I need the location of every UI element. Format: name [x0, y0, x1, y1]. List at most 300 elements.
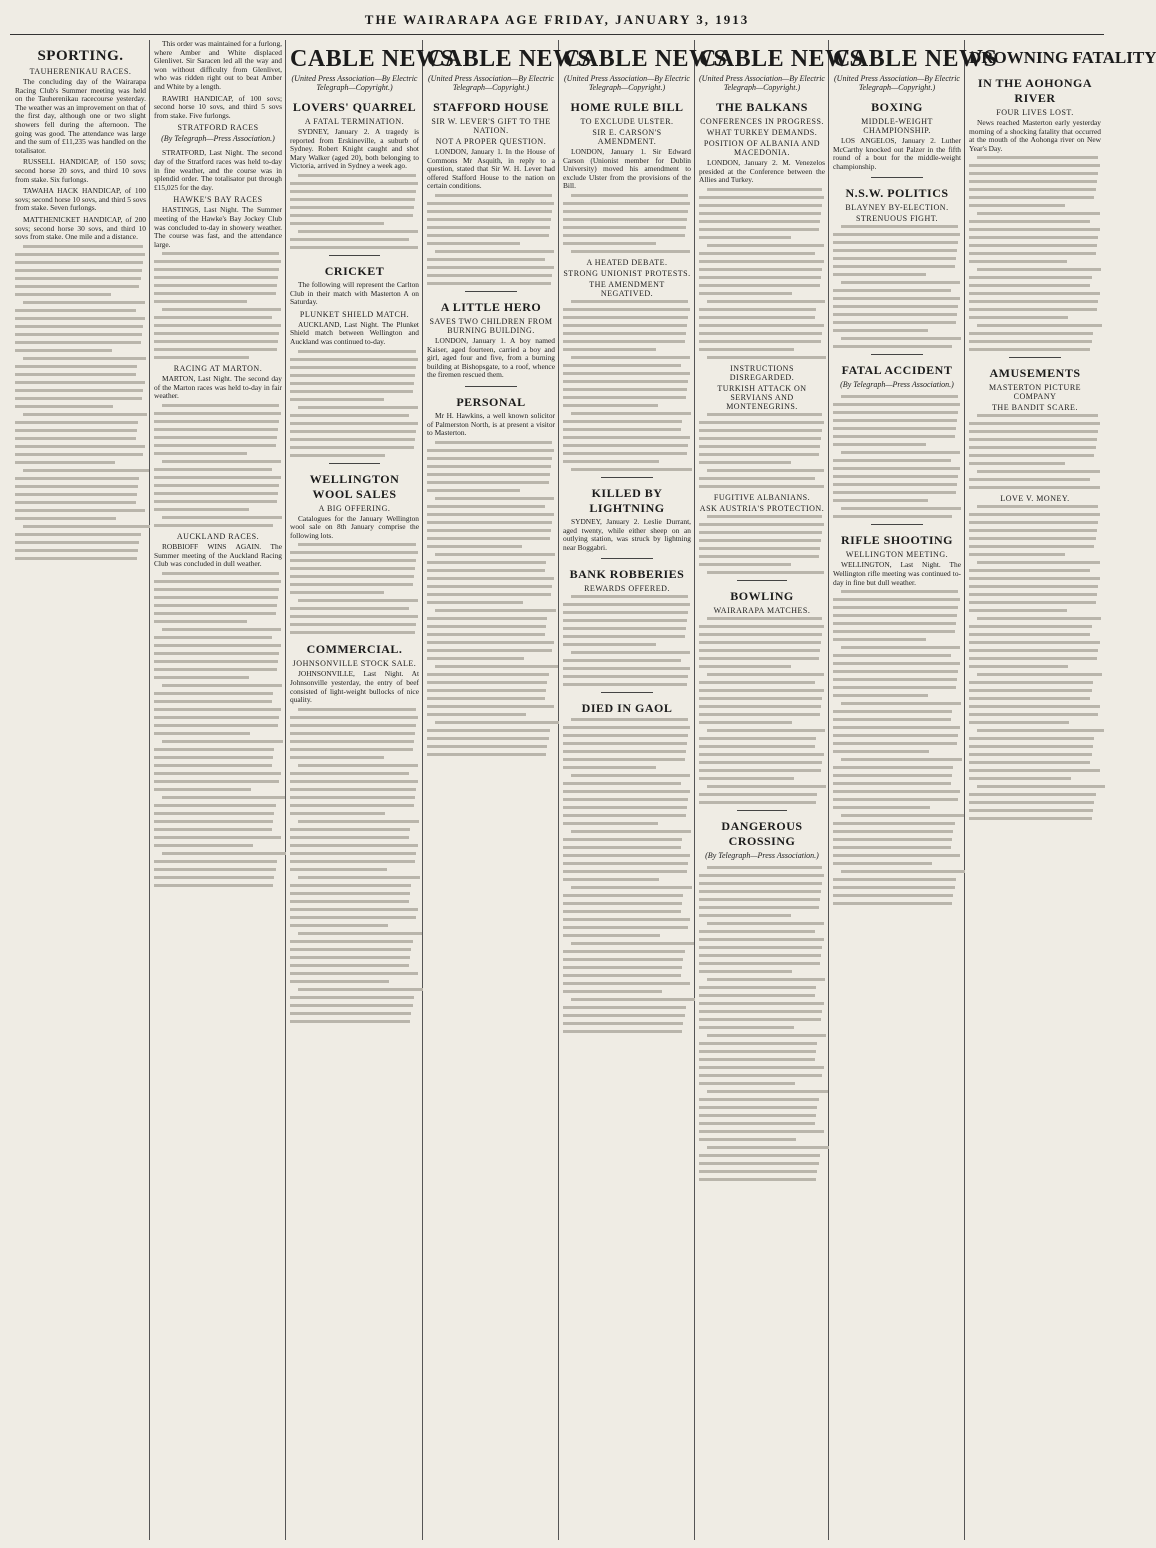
- text-filler: [699, 515, 825, 574]
- masthead: THE WAIRARAPA AGE FRIDAY, JANUARY 3, 1913: [364, 12, 750, 27]
- text-filler: [154, 252, 282, 359]
- text-line: [154, 716, 279, 719]
- text-line: [154, 332, 279, 335]
- text-line: [563, 1006, 686, 1009]
- text-line: [699, 340, 821, 343]
- text-line: [833, 686, 956, 689]
- drowning-heading: DROWNING FATALITY: [969, 48, 1156, 67]
- text-line: [699, 761, 822, 764]
- text-line: [154, 452, 247, 455]
- text-line: [563, 348, 656, 351]
- text-line: [969, 340, 1092, 343]
- article-heading: AUCKLAND RACES.: [176, 532, 260, 542]
- text-line: [841, 590, 959, 593]
- article-subheading: A FATAL TERMINATION.: [304, 117, 405, 126]
- text-line: [699, 697, 822, 700]
- text-line: [427, 577, 554, 580]
- text-filler: [290, 543, 419, 634]
- text-line: [699, 994, 815, 997]
- text-line: [290, 438, 415, 441]
- article-heading: AMUSEMENTS: [989, 366, 1081, 381]
- text-filler: [290, 174, 419, 249]
- text-line: [298, 764, 418, 767]
- divider: [737, 810, 787, 811]
- text-line: [290, 868, 387, 871]
- text-line: [290, 892, 410, 895]
- text-line: [290, 358, 418, 361]
- article-text: SYDNEY, January 2. A tragedy is reported from Erskineville, a suburb of Sydney. Robert Knight caught and shot Mary Walker (aged 20), both belonging to Victoria, arrived in Sydney a week ago.: [290, 127, 419, 171]
- text-line: [699, 1178, 816, 1181]
- text-line: [699, 713, 820, 716]
- article-heading: BANK ROBBERIES: [569, 567, 685, 582]
- text-line: [833, 830, 953, 833]
- text-line: [707, 515, 823, 518]
- text-line: [969, 430, 1098, 433]
- text-line: [15, 461, 115, 464]
- text-line: [699, 906, 819, 909]
- text-line: [435, 609, 557, 612]
- text-line: [969, 569, 1090, 572]
- text-line: [162, 796, 285, 799]
- text-line: [15, 381, 145, 384]
- text-line: [162, 516, 282, 519]
- text-line: [427, 521, 552, 524]
- text-line: [699, 689, 824, 692]
- text-line: [833, 822, 955, 825]
- text-line: [290, 980, 389, 983]
- text-line: [15, 277, 141, 280]
- text-line: [15, 373, 136, 376]
- text-line: [699, 1154, 820, 1157]
- text-line: [563, 603, 690, 606]
- text-line: [290, 583, 413, 586]
- column-rule: [828, 40, 829, 1540]
- text-line: [427, 697, 545, 700]
- text-line: [154, 588, 279, 591]
- text-line: [699, 898, 820, 901]
- text-line: [427, 465, 551, 468]
- text-line: [435, 721, 559, 724]
- text-line: [154, 300, 247, 303]
- text-line: [563, 683, 687, 686]
- text-line: [563, 958, 683, 961]
- column-cable-news-4: [696, 40, 864, 1540]
- text-line: [841, 225, 959, 228]
- text-line: [699, 1130, 824, 1133]
- article-heading: PERSONAL: [456, 394, 526, 409]
- text-line: [154, 876, 274, 879]
- text-line: [290, 964, 409, 967]
- text-line: [699, 1082, 795, 1085]
- text-line: [298, 599, 418, 602]
- text-line: [833, 345, 952, 348]
- text-line: [969, 769, 1100, 772]
- text-line: [969, 478, 1090, 481]
- article-subheading: STRONG UNIONIST PROTESTS.: [563, 268, 691, 278]
- text-line: [699, 429, 822, 432]
- text-line: [427, 729, 550, 732]
- text-line: [290, 559, 416, 562]
- text-line: [15, 437, 136, 440]
- text-line: [154, 260, 281, 263]
- text-line: [154, 420, 279, 423]
- text-line: [977, 729, 1104, 732]
- text-line: [699, 801, 816, 804]
- text-line: [290, 607, 409, 610]
- text-line: [841, 337, 961, 340]
- text-line: [833, 249, 957, 252]
- text-line: [977, 414, 1098, 417]
- text-line: [969, 633, 1090, 636]
- text-line: [427, 505, 545, 508]
- article-subheading: WHAT TURKEY DEMANDS.: [706, 128, 818, 137]
- text-filler: [427, 194, 555, 285]
- article-text: LOS ANGELOS, January 2. Luther McCarthy knocked out Palzer in the fifth round of a bout for the middle-weight championship.: [833, 136, 961, 171]
- text-line: [699, 461, 791, 464]
- text-line: [162, 404, 280, 407]
- article-subheading: REWARDS OFFERED.: [584, 584, 670, 594]
- text-line: [290, 398, 384, 401]
- text-line: [833, 427, 956, 430]
- text-line: [154, 492, 278, 495]
- text-line: [699, 445, 820, 448]
- text-line: [833, 265, 955, 268]
- text-line: [833, 289, 951, 292]
- text-line: [833, 483, 957, 486]
- text-line: [290, 246, 418, 249]
- text-line: [15, 493, 137, 496]
- text-line: [290, 190, 416, 193]
- text-line: [699, 890, 821, 893]
- text-line: [154, 468, 272, 471]
- text-line: [154, 868, 276, 871]
- text-line: [154, 316, 272, 319]
- text-line: [699, 485, 824, 488]
- text-line: [154, 772, 281, 775]
- text-line: [707, 978, 825, 981]
- text-line: [699, 1074, 822, 1077]
- text-line: [15, 325, 143, 328]
- text-line: [699, 1026, 794, 1029]
- article-heading: LOVERS' QUARREL: [292, 100, 417, 114]
- text-filler: [15, 245, 146, 560]
- text-line: [969, 801, 1094, 804]
- text-line: [699, 914, 791, 917]
- text-line: [699, 204, 822, 207]
- text-line: [427, 242, 520, 245]
- text-line: [563, 316, 688, 319]
- text-line: [699, 705, 821, 708]
- text-line: [427, 266, 554, 269]
- text-line: [427, 593, 551, 596]
- text-line: [833, 630, 955, 633]
- text-line: [15, 341, 141, 344]
- text-line: [699, 539, 821, 542]
- text-line: [969, 697, 1090, 700]
- text-line: [154, 500, 277, 503]
- text-filler: [563, 194, 691, 253]
- text-line: [290, 716, 418, 719]
- text-line: [563, 766, 656, 769]
- column-rule: [285, 40, 286, 1540]
- article-heading: STAFFORD HOUSE: [433, 100, 549, 114]
- article-text: MATTHENICKET HANDICAP, of 200 sovs; second horse 30 sovs, and third 10 sovs from stake. One mile and a distance.: [15, 214, 146, 242]
- text-line: [833, 606, 958, 609]
- text-line: [290, 631, 415, 634]
- text-line: [290, 1012, 411, 1015]
- text-line: [563, 822, 658, 825]
- text-line: [699, 236, 791, 239]
- text-line: [290, 390, 413, 393]
- text-line: [290, 1020, 410, 1023]
- text-line: [427, 258, 545, 261]
- text-line: [833, 654, 951, 657]
- text-line: [699, 268, 822, 271]
- text-line: [571, 886, 693, 889]
- text-line: [563, 990, 662, 993]
- column-sporting: [12, 40, 149, 1540]
- text-line: [154, 284, 277, 287]
- article-text: The concluding day of the Wairarapa Racing Club's Summer meeting was held on the Tauherenikau racecourse yesterday. The weather was an improvement on that of the first day, although one or two slight showers fell during the afternoon. The going was good. The attendance was large and the sum of £11,235 was handled on the totalisator.: [15, 77, 146, 155]
- text-line: [969, 164, 1100, 167]
- text-line: [969, 545, 1094, 548]
- text-line: [154, 268, 279, 271]
- article-heading: CRICKET: [324, 263, 385, 278]
- text-line: [699, 649, 820, 652]
- text-line: [15, 293, 111, 296]
- column-cable-news-2: [424, 40, 592, 1540]
- text-line: [563, 372, 690, 375]
- text-line: [699, 970, 792, 973]
- text-line: [969, 809, 1093, 812]
- cable-news-heading: CABLE NEWS: [427, 46, 592, 72]
- text-line: [427, 601, 523, 604]
- text-filler: [290, 708, 419, 1023]
- text-line: [571, 998, 695, 1001]
- text-line: [23, 245, 144, 248]
- text-line: [833, 515, 952, 518]
- text-line: [833, 491, 956, 494]
- article-text: HASTINGS, Last Night. The Summer meeting of the Hawke's Bay Jockey Club was concluded to-day in showery weather. The course was fast, and the attendance large.: [154, 205, 282, 249]
- text-line: [563, 758, 685, 761]
- text-line: [841, 281, 960, 284]
- text-line: [699, 228, 819, 231]
- text-line: [699, 625, 824, 628]
- text-line: [699, 1050, 816, 1053]
- text-line: [563, 750, 686, 753]
- text-line: [833, 734, 958, 737]
- text-line: [290, 844, 418, 847]
- text-line: [290, 198, 415, 201]
- text-line: [699, 681, 815, 684]
- text-line: [154, 836, 281, 839]
- text-line: [427, 545, 522, 548]
- column-racing: [151, 40, 285, 1540]
- text-line: [969, 422, 1100, 425]
- text-line: [969, 236, 1098, 239]
- text-line: [290, 206, 414, 209]
- text-line: [563, 460, 659, 463]
- article-subheading: SIR W. LEVER'S GIFT TO THE NATION.: [431, 117, 551, 135]
- text-line: [707, 1090, 828, 1093]
- divider: [871, 354, 922, 355]
- text-line: [833, 467, 960, 470]
- text-line: [841, 395, 959, 398]
- text-line: [23, 301, 145, 304]
- text-line: [298, 230, 418, 233]
- text-line: [563, 902, 682, 905]
- text-line: [699, 1170, 817, 1173]
- text-line: [563, 814, 686, 817]
- text-line: [833, 329, 928, 332]
- text-line: [833, 886, 955, 889]
- text-line: [15, 317, 145, 320]
- text-line: [290, 551, 418, 554]
- article-subheading: SIR E. CARSON'S AMENDMENT.: [592, 128, 662, 146]
- text-line: [563, 798, 688, 801]
- text-filler: [833, 590, 961, 905]
- text-line: [162, 852, 286, 855]
- text-line: [563, 436, 690, 439]
- text-line: [833, 475, 958, 478]
- text-line: [833, 273, 926, 276]
- text-line: [841, 758, 963, 761]
- column-rule: [149, 40, 150, 1540]
- text-line: [833, 257, 956, 260]
- text-filler: [969, 156, 1101, 351]
- text-line: [15, 541, 139, 544]
- text-line: [699, 212, 821, 215]
- article-subheading: WELLINGTON MEETING.: [845, 550, 949, 560]
- article-heading: HAWKE'S BAY RACES: [173, 195, 263, 205]
- text-line: [707, 1146, 829, 1149]
- text-line: [162, 628, 281, 631]
- text-line: [435, 250, 554, 253]
- text-line: [699, 547, 820, 550]
- article-subheading: JOHNSONVILLE STOCK SALE.: [292, 659, 417, 669]
- text-line: [699, 1058, 815, 1061]
- text-line: [699, 348, 794, 351]
- text-line: [290, 756, 384, 759]
- text-line: [563, 643, 656, 646]
- text-line: [833, 305, 958, 308]
- text-line: [977, 156, 1098, 159]
- text-line: [707, 300, 825, 303]
- text-line: [977, 673, 1102, 676]
- text-line: [427, 473, 550, 476]
- cable-news-heading: CABLE NEWS: [290, 46, 455, 72]
- divider: [329, 255, 381, 256]
- text-line: [969, 649, 1098, 652]
- text-line: [162, 740, 284, 743]
- text-line: [833, 742, 957, 745]
- text-filler: [969, 414, 1101, 489]
- text-line: [427, 657, 524, 660]
- text-line: [699, 1114, 816, 1117]
- text-line: [699, 930, 815, 933]
- text-line: [15, 557, 137, 560]
- text-line: [154, 484, 279, 487]
- text-line: [15, 349, 112, 352]
- article-heading: N.S.W. POLITICS: [845, 186, 949, 201]
- text-line: [841, 646, 960, 649]
- text-filler: [699, 413, 825, 488]
- text-line: [833, 411, 958, 414]
- text-line: [298, 932, 422, 935]
- text-line: [427, 617, 547, 620]
- text-line: [699, 657, 819, 660]
- text-line: [563, 226, 686, 229]
- article-heading: RACING AT MARTON.: [173, 364, 263, 374]
- text-line: [154, 524, 273, 527]
- text-line: [969, 284, 1090, 287]
- text-line: [563, 966, 682, 969]
- text-line: [23, 357, 146, 360]
- text-line: [435, 553, 555, 556]
- cable-credit: (United Press Association—By Electric Telegraph—Copyright.): [428, 74, 554, 92]
- article-text: JOHNSONVILLE, Last Night. At Johnsonville yesterday, the entry of beef consisted of light-weight bullocks of nice quality.: [290, 669, 419, 705]
- text-line: [563, 210, 688, 213]
- text-line: [833, 313, 957, 316]
- text-line: [699, 954, 821, 957]
- text-line: [290, 796, 415, 799]
- text-line: [563, 404, 658, 407]
- text-line: [841, 451, 960, 454]
- text-line: [154, 436, 277, 439]
- text-line: [699, 220, 820, 223]
- text-line: [154, 428, 278, 431]
- text-line: [699, 938, 824, 941]
- text-line: [290, 956, 410, 959]
- text-line: [290, 772, 409, 775]
- text-line: [833, 878, 956, 881]
- text-line: [563, 659, 681, 662]
- text-line: [969, 446, 1096, 449]
- text-line: [969, 276, 1092, 279]
- text-line: [699, 745, 815, 748]
- text-line: [833, 726, 960, 729]
- divider: [871, 177, 922, 178]
- text-line: [707, 188, 823, 191]
- masthead-rule: [10, 34, 1104, 35]
- text-line: [833, 854, 960, 857]
- text-line: [833, 894, 953, 897]
- text-line: [969, 793, 1096, 796]
- text-line: [427, 218, 551, 221]
- text-line: [298, 820, 419, 823]
- text-filler: [833, 225, 961, 348]
- text-line: [571, 830, 691, 833]
- article-heading: KILLED BY LIGHTNING: [589, 485, 665, 515]
- text-line: [699, 523, 824, 526]
- article-text: RAWIRI HANDICAP, of 100 sovs; second horse 10 sovs, and third 5 sovs from stake. Five furlongs.: [154, 93, 282, 120]
- text-line: [154, 660, 278, 663]
- text-line: [833, 297, 960, 300]
- text-line: [162, 572, 280, 575]
- text-line: [969, 681, 1093, 684]
- text-line: [969, 292, 1100, 295]
- text-line: [15, 445, 145, 448]
- text-line: [290, 238, 409, 241]
- text-line: [699, 324, 824, 327]
- text-line: [563, 950, 685, 953]
- text-line: [969, 713, 1098, 716]
- text-line: [969, 252, 1096, 255]
- cable-news-heading: CABLE NEWS: [833, 46, 998, 72]
- text-line: [833, 241, 958, 244]
- text-line: [154, 692, 273, 695]
- article-text: TAWAHA HACK HANDICAP, of 100 sovs; second horse 10 sovs, and third 5 sovs from stake. Seven furlongs.: [15, 186, 146, 213]
